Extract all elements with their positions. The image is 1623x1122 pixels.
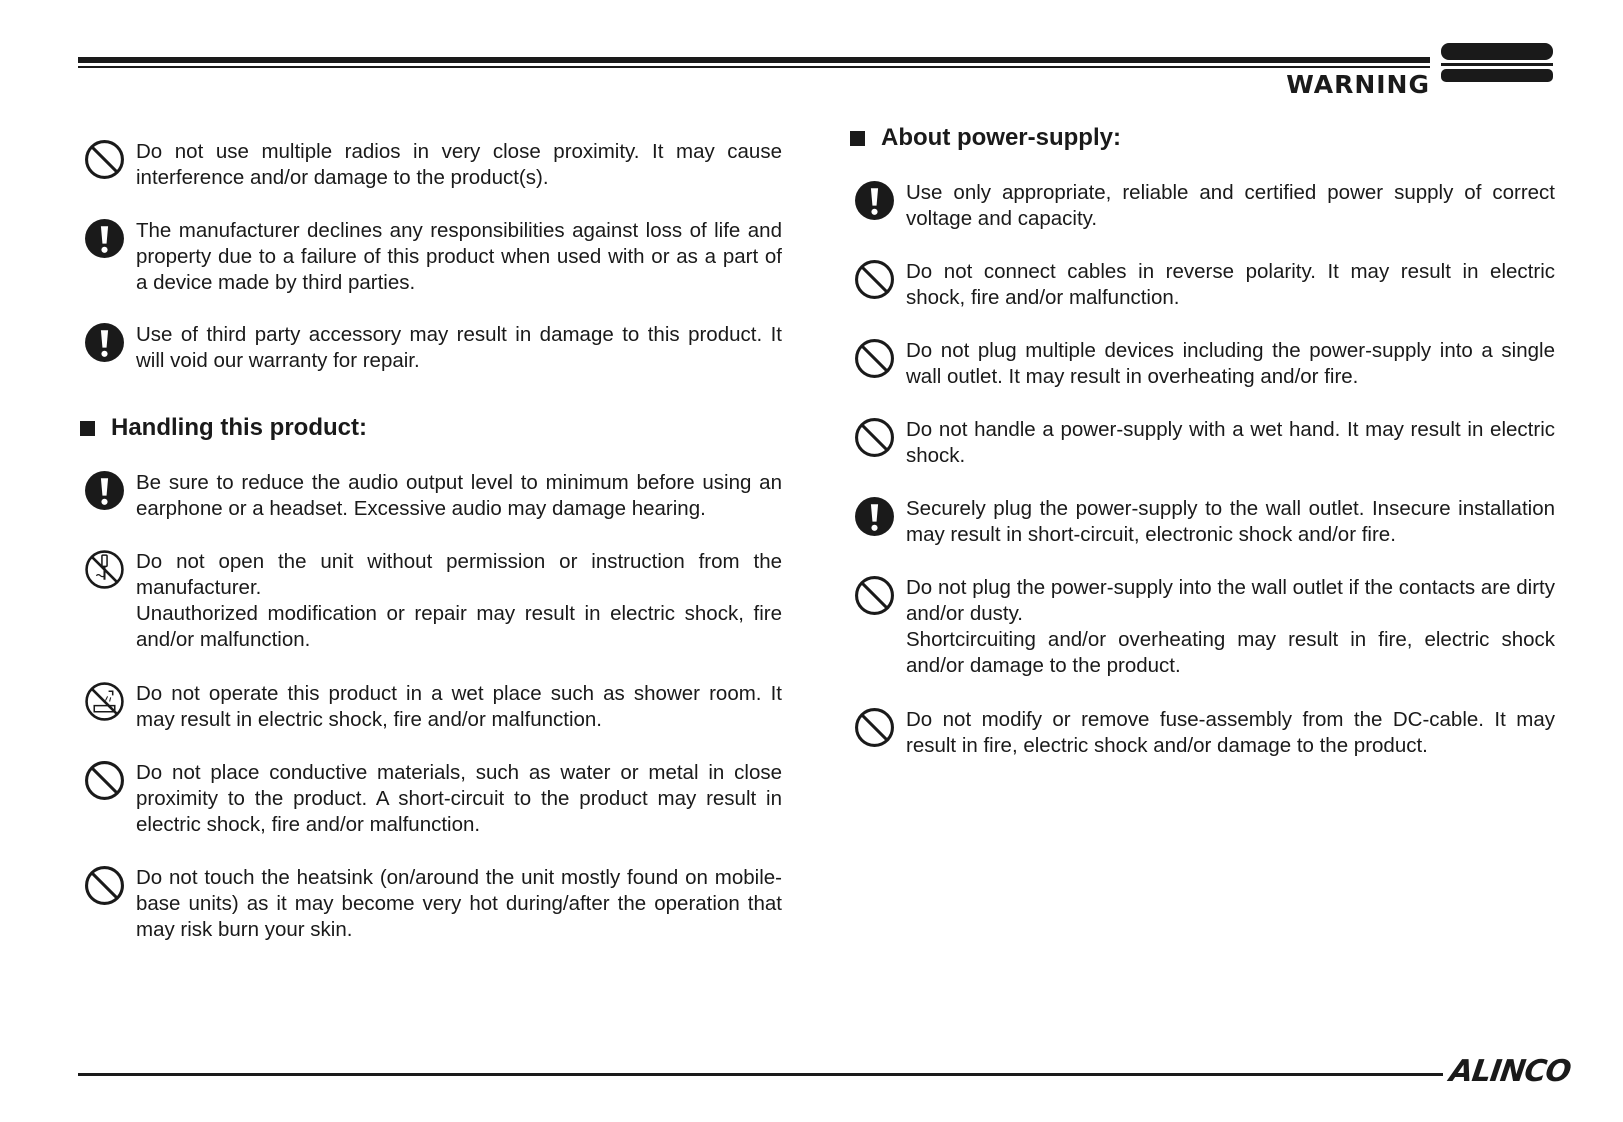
no-wet-place-icon	[84, 681, 125, 722]
warning-text: Shortcircuiting and/or overheating may result in fire, electric shock and/or damage to the product.	[906, 628, 1555, 677]
prohibition-icon	[84, 865, 125, 906]
header-rule-thin	[78, 66, 1430, 68]
warning-item	[80, 218, 782, 296]
warning-item	[80, 681, 782, 733]
warning-text: Do not modify or remove fuse-assembly from the DC-cable. It may result in fire, electric shock and/or damage to the product.	[906, 708, 1555, 757]
prohibition-icon	[84, 760, 125, 801]
warning-item	[850, 417, 1555, 469]
brand-logo: ALINCO	[1447, 1054, 1573, 1089]
header-rule-thick	[78, 57, 1430, 63]
warning-text: Do not connect cables in reverse polarity. It may result in electric shock, fire and/or malfunction.	[906, 260, 1555, 309]
warning-text: Do not use multiple radios in very close proximity. It may cause interference and/or damage to the product(s).	[136, 140, 782, 189]
no-disassembly-icon	[84, 549, 125, 590]
warning-item	[80, 760, 782, 838]
warning-text: Do not open the unit without permission or instruction from the manufacturer.	[136, 550, 782, 599]
section-heading-text: About power-supply:	[881, 124, 1121, 151]
square-bullet-icon	[80, 421, 95, 436]
footer-rule	[78, 1073, 1443, 1076]
exclamation-icon	[854, 496, 895, 537]
prohibition-icon	[854, 707, 895, 748]
warning-text: Use of third party accessory may result in damage to this product. It will void our warranty for repair.	[136, 323, 782, 372]
warning-text: Do not plug the power-supply into the wall outlet if the contacts are dirty and/or dusty.	[906, 576, 1555, 625]
warning-text: Do not handle a power-supply with a wet hand. It may result in electric shock.	[906, 418, 1555, 467]
warning-text: Unauthorized modification or repair may result in electric shock, fire and/or malfunction.	[136, 602, 782, 651]
warning-item	[850, 180, 1555, 232]
section-heading-power-supply	[850, 124, 1121, 152]
section-heading-text: Handling this product:	[111, 414, 367, 441]
warning-text: Securely plug the power-supply to the wall outlet. Insecure installation may result in short-circuit, electronic shock and/or fire.	[906, 497, 1555, 546]
warning-item	[850, 496, 1555, 548]
square-bullet-icon	[850, 131, 865, 146]
warning-item	[80, 549, 782, 653]
warning-item	[850, 575, 1555, 679]
warning-item	[80, 322, 782, 374]
section-tab-icon	[1441, 43, 1553, 83]
warning-item	[80, 470, 782, 522]
prohibition-icon	[854, 259, 895, 300]
warning-text: Do not plug multiple devices including the power-supply into a single wall outlet. It may result in overheating and/or fire.	[906, 339, 1555, 388]
warning-text: Do not touch the heatsink (on/around the unit mostly found on mobile-base units) as it may become very hot during/after the operation that may risk burn your skin.	[136, 866, 782, 941]
exclamation-icon	[84, 218, 125, 259]
warning-item	[80, 865, 782, 943]
warning-item	[850, 707, 1555, 759]
prohibition-icon	[854, 575, 895, 616]
warning-text: Be sure to reduce the audio output level to minimum before using an earphone or a headset. Excessive audio may damage hearing.	[136, 471, 782, 520]
warning-text: The manufacturer declines any responsibilities against loss of life and property due to a failure of this product when used with or as a part of a device made by third parties.	[136, 219, 782, 294]
page-title: WARNING	[1286, 70, 1430, 99]
prohibition-icon	[84, 139, 125, 180]
warning-text: Use only appropriate, reliable and certified power supply of correct voltage and capacity.	[906, 181, 1555, 230]
prohibition-icon	[854, 338, 895, 379]
exclamation-icon	[84, 322, 125, 363]
exclamation-icon	[84, 470, 125, 511]
warning-item	[850, 338, 1555, 390]
prohibition-icon	[854, 417, 895, 458]
section-heading-handling	[80, 414, 367, 442]
warning-item	[850, 259, 1555, 311]
warning-item	[80, 139, 782, 191]
warning-text: Do not operate this product in a wet place such as shower room. It may result in electric shock, fire and/or malfunction.	[136, 682, 782, 731]
exclamation-icon	[854, 180, 895, 221]
warning-text: Do not place conductive materials, such as water or metal in close proximity to the product. A short-circuit to the product may result in electric shock, fire and/or malfunction.	[136, 761, 782, 836]
